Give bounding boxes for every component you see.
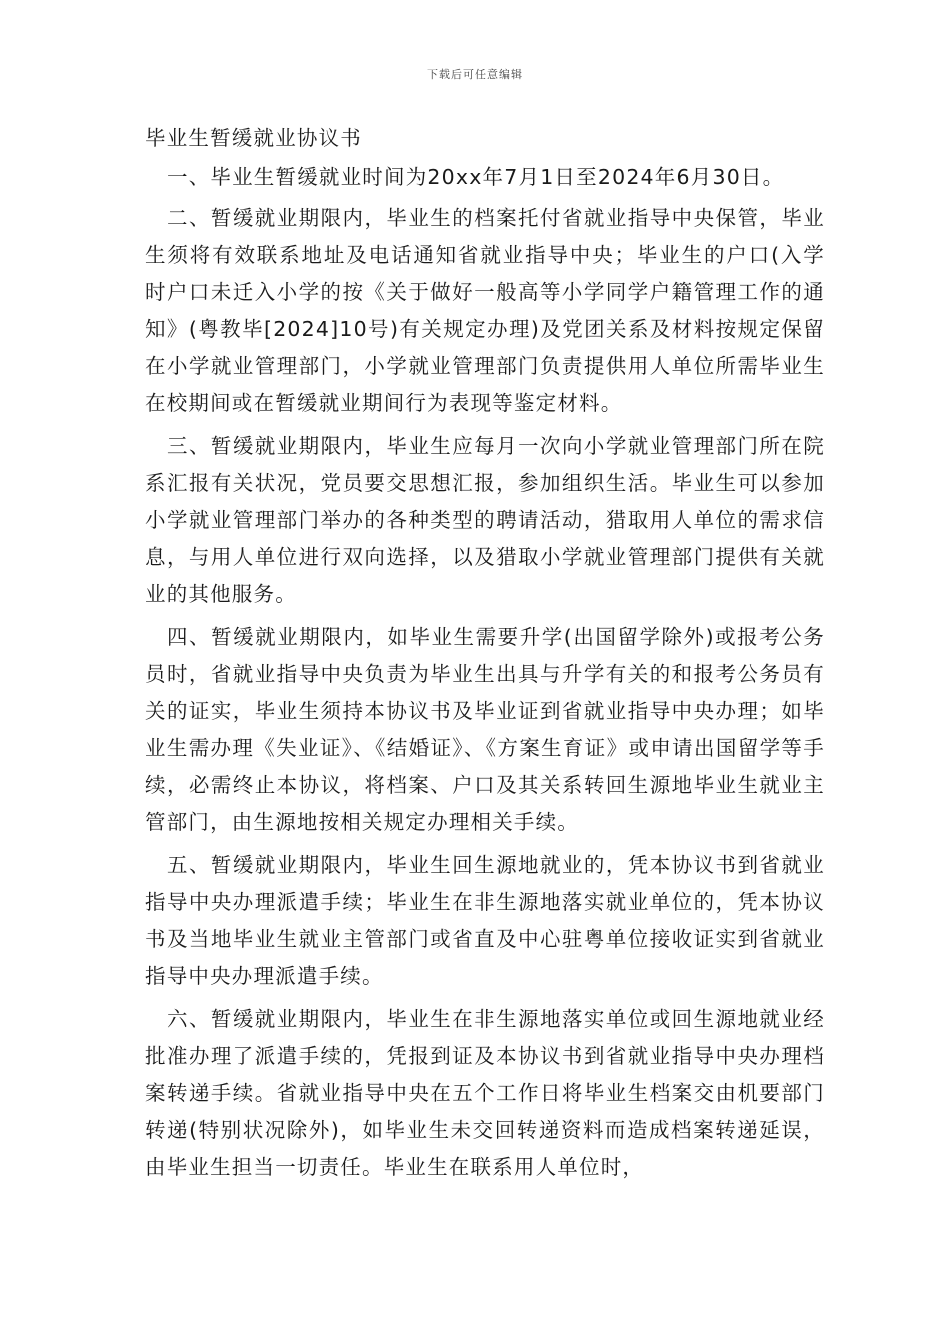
page-header-note: 下载后可任意编辑	[427, 68, 523, 81]
paragraph-5: 五、暂缓就业期限内，毕业生回生源地就业的，凭本协议书到省就业指导中央办理派遣手续；毕业生在非生源地落实就业单位的，凭本协议书及当地毕业生就业主管部门或省直及中心驻粤单位接收证实到省就业指导中央办理派遣手续。	[145, 853, 825, 988]
paragraph-6: 六、暂缓就业期限内，毕业生在非生源地落实单位或回生源地就业经批准办理了派遣手续的，凭报到证及本协议书到省就业指导中央办理档案转递手续。省就业指导中央在五个工作日将毕业生档案交由机要部门转递(特别状况除外)，如毕业生未交回转递资料而造成档案转递延误，由毕业生担当一切责任。毕业生在联系用人单位时，	[145, 1007, 825, 1179]
document-body	[145, 120, 825, 1192]
paragraph-4: 四、暂缓就业期限内，如毕业生需要升学(出国留学除外)或报考公务员时，省就业指导中央负责为毕业生出具与升学有关的和报考公务员有关的证实，毕业生须持本协议书及毕业证到省就业指导中央办理；如毕业生需办理《失业证》、《结婚证》、《方案生育证》或申请出国留学等手续，必需终止本协议，将档案、户口及其关系转回生源地毕业生就业主管部门，由生源地按相关规定办理相关手续。	[145, 625, 825, 834]
document-title: 毕业生暂缓就业协议书	[145, 126, 362, 150]
paragraph-3: 三、暂缓就业期限内，毕业生应每月一次向小学就业管理部门所在院系汇报有关状况，党员要交思想汇报，参加组织生活。毕业生可以参加小学就业管理部门举办的各种类型的聘请活动，猎取用人单位的需求信息，与用人单位进行双向选择，以及猎取小学就业管理部门提供有关就业的其他服务。	[145, 434, 825, 606]
paragraph-2: 二、暂缓就业期限内，毕业生的档案托付省就业指导中央保管，毕业生须将有效联系地址及电话通知省就业指导中央；毕业生的户口(入学时户口未迁入小学的按《关于做好一般高等小学同学户籍管理工作的通知》(粤教毕[2024]10号)有关规定办理)及党团关系及材料按规定保留在小学就业管理部门，小学就业管理部门负责提供用人单位所需毕业生在校期间或在暂缓就业期间行为表现等鉴定材料。	[145, 206, 825, 415]
paragraph-1: 一、毕业生暂缓就业时间为20xx年7月1日至2024年6月30日。	[167, 165, 785, 189]
